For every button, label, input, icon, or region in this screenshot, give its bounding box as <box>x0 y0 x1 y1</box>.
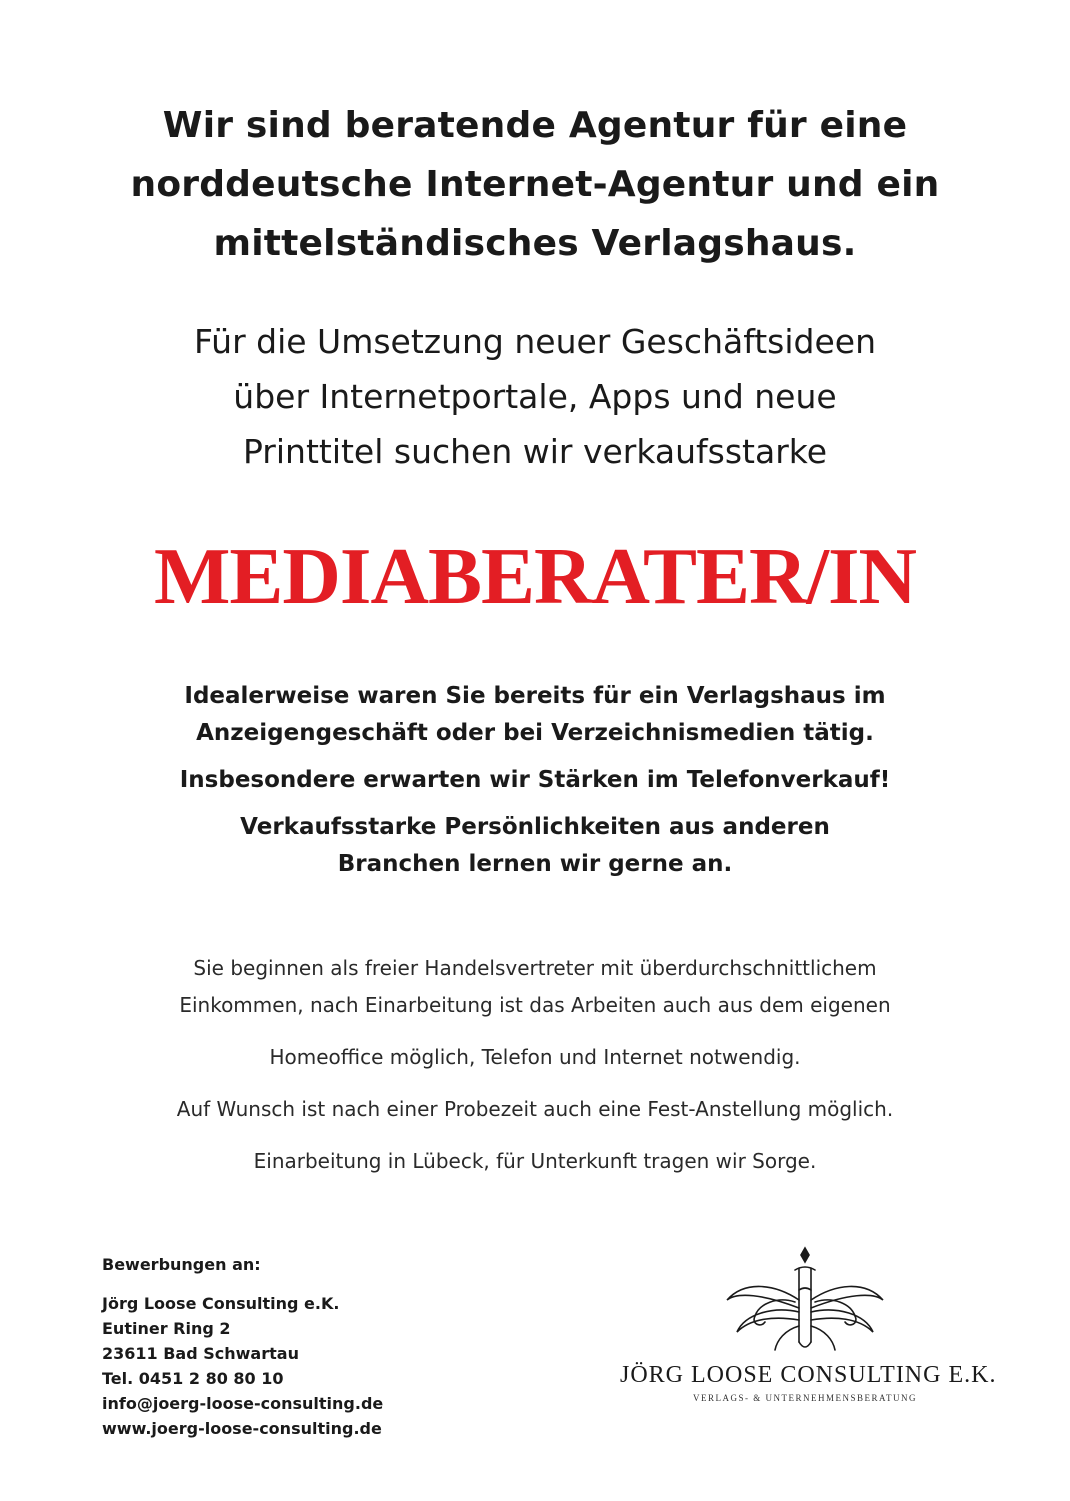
intro-line: über Internetportale, Apps und neue <box>233 377 837 416</box>
intro-text <box>0 314 1070 479</box>
requirements <box>0 678 1070 883</box>
contact-block <box>102 1252 383 1441</box>
headline-line: norddeutsche Internet-Agentur und ein <box>130 164 940 205</box>
contact-company: Jörg Loose Consulting e.K. <box>102 1294 340 1313</box>
requirement-line: Insbesondere erwarten wir Stärken im Telefonverkauf! <box>179 767 891 793</box>
requirement-line: Branchen lernen wir gerne an. <box>337 851 733 877</box>
requirement-line: Anzeigengeschäft oder bei Verzeichnismedien tätig. <box>196 720 874 746</box>
contact-city: 23611 Bad Schwartau <box>102 1344 299 1363</box>
job-title: MEDIABERATER/IN <box>153 531 917 621</box>
intro-line: Printtitel suchen wir verkaufsstarke <box>242 432 828 471</box>
contact-street: Eutiner Ring 2 <box>102 1319 231 1338</box>
contact-website[interactable]: www.joerg-loose-consulting.de <box>102 1419 382 1438</box>
headline <box>0 96 1070 273</box>
intro-line: Für die Umsetzung neuer Geschäftsideen <box>193 322 877 361</box>
detail-line: Einkommen, nach Einarbeitung ist das Arbeiten auch aus dem eigenen <box>179 993 891 1017</box>
requirement-line: Verkaufsstarke Persönlichkeiten aus anderen <box>240 814 830 840</box>
headline-line: Wir sind beratende Agentur für eine <box>162 105 908 146</box>
ornamental-monogram-icon <box>715 1246 895 1358</box>
logo-company-name: JÖRG LOOSE CONSULTING E.K. <box>620 1362 997 1388</box>
logo-tagline: VERLAGS- & UNTERNEHMENSBERATUNG <box>693 1393 917 1403</box>
detail-line: Sie beginnen als freier Handelsvertreter mit überdurchschnittlichem <box>193 956 877 980</box>
detail-line: Homeoffice möglich, Telefon und Internet notwendig. <box>269 1045 801 1069</box>
contact-email[interactable]: info@joerg-loose-consulting.de <box>102 1394 384 1413</box>
detail-line: Auf Wunsch ist nach einer Probezeit auch eine Fest-Anstellung möglich. <box>176 1097 894 1121</box>
detail-line: Einarbeitung in Lübeck, für Unterkunft tragen wir Sorge. <box>253 1149 817 1173</box>
contact-heading: Bewerbungen an: <box>102 1255 261 1274</box>
headline-line: mittelständisches Verlagshaus. <box>213 223 857 264</box>
requirement-line: Idealerweise waren Sie bereits für ein Verlagshaus im <box>184 683 886 709</box>
company-logo <box>620 1246 997 1416</box>
contact-phone: Tel. 0451 2 80 80 10 <box>102 1369 284 1388</box>
job-details <box>0 950 1070 1180</box>
